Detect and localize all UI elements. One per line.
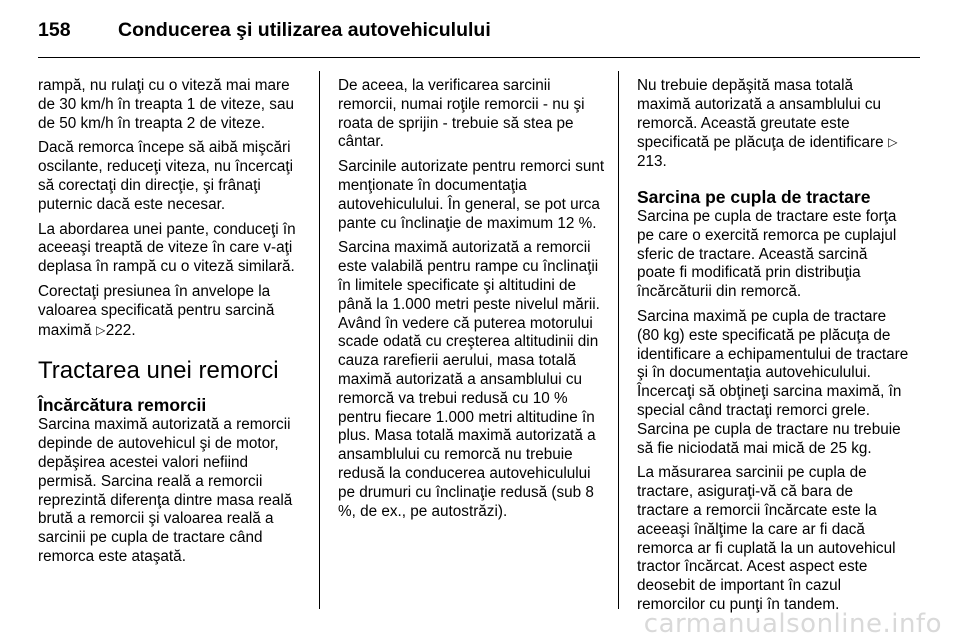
page-header (38, 14, 920, 46)
page-title: Conducerea şi utilizarea autovehiculului (118, 19, 491, 41)
paragraph: De aceea, la verificarea sarcinii remorcii, numai roţile remorcii - nu şi roata de sprijin - trebuie să stea pe cântar. (338, 77, 585, 151)
page-reference-link[interactable]: 222. (105, 321, 136, 339)
column-3 (637, 77, 909, 621)
paragraph: Sarcina maximă pe cupla de tractare (80 kg) este specificată pe plăcuţa de identificare a echipamentului de tractare şi în documentaţia autovehiculului. Încercaţi să obţineţi sarcina maximă, în special când tractaţi remorci grele. Sarcina pe cupla de tractare nu trebuie să fie niciodată mai mică de 25 kg. (637, 307, 909, 457)
paragraph-text: Corectaţi presiunea în anvelope la valoarea specificată pentru sarcină maximă (38, 282, 275, 339)
paragraph: Dacă remorca începe să aibă mişcări oscilante, reduceţi viteza, nu încercaţi să corectaţi din direcţie, şi frânaţi puternic dacă este necesar. (38, 139, 294, 213)
column-2 (338, 77, 608, 527)
page-reference-arrow-icon: ▷ (96, 322, 106, 337)
column-divider-2 (618, 71, 619, 609)
paragraph-text: Nu trebuie depăşită masa totală maximă autorizată a ansamblului cu remorcă. Această greutate este specificată pe plăcuţa de identificare (637, 77, 884, 152)
paragraph: La măsurarea sarcinii pe cupla de tractare, asiguraţi-vă că bara de tractare a remorcii încărcate este la aceeaşi înălţime la care ar fi dacă remorca ar fi cuplată la un autovehicul tractor încărcat. Acest aspect este deosebit de important în cazul remorcilor cu punţi în tandem. (637, 464, 896, 613)
header-rule (38, 57, 920, 58)
page-reference-link[interactable]: 213. (637, 153, 667, 171)
watermark: carmanualsonline.info (643, 609, 942, 639)
column-1 (38, 77, 310, 573)
subsection-heading: Încărcătura remorcii (38, 395, 207, 416)
paragraph: Sarcina maximă autorizată a remorcii este valabilă pentru rampe cu înclinaţii în limitele specificate şi altitudini de până la 1.000 metri peste nivelul mării. Având în vedere că puterea motorului scade odată cu creşterea altitudinii din cauza rarefierii aerului, masa totală maximă autorizată a ansamblului cu remorcă va trebui redusă cu 10 % pentru fiecare 1.000 metri altitudine în plus. Masa totală maximă autorizată a ansamblului cu remorcă nu trebuie redusă la conducerea autovehiculului pe drumuri cu înclinaţie redusă (sub 8 %, de ex., pe autostrăzi). (338, 239, 600, 520)
page-reference-arrow-icon: ▷ (888, 135, 898, 150)
paragraph (38, 283, 310, 340)
section-heading: Tractarea unei remorci (38, 357, 279, 385)
column-divider-1 (319, 71, 320, 609)
paragraph: Sarcina maximă autorizată a remorcii depinde de autovehicul şi de motor, depăşirea acestei valori nefiind permisă. Sarcina reală a remorcii reprezintă diferenţa dintre masa reală brută a remorcii şi valoarea reală a sarcinii pe cupla de tractare când remorca este ataşată. (38, 416, 293, 565)
paragraph: rampă, nu rulaţi cu o viteză mai mare de 30 km/h în treapta 1 de viteze, sau de 50 km/h în treapta 2 de viteze. (38, 77, 294, 132)
page-number: 158 (38, 19, 71, 41)
paragraph: La abordarea unei pante, conduceţi în aceeaşi treaptă de viteze în care v-aţi deplasa în rampă cu o viteză similară. (38, 220, 296, 276)
paragraph (637, 77, 909, 172)
paragraph: Sarcinile autorizate pentru remorci sunt menţionate în documentaţia autovehiculului. În general, se pot urca pante cu înclinaţie de maximum 12 %. (338, 158, 605, 232)
paragraph: Sarcina pe cupla de tractare este forţa pe care o exercită remorca pe cuplajul sferic de tractare. Această sarcină poate fi modificată prin distribuţia încărcăturii din remorcă. (637, 207, 897, 301)
subsection-heading: Sarcina pe cupla de tractare (637, 186, 871, 207)
